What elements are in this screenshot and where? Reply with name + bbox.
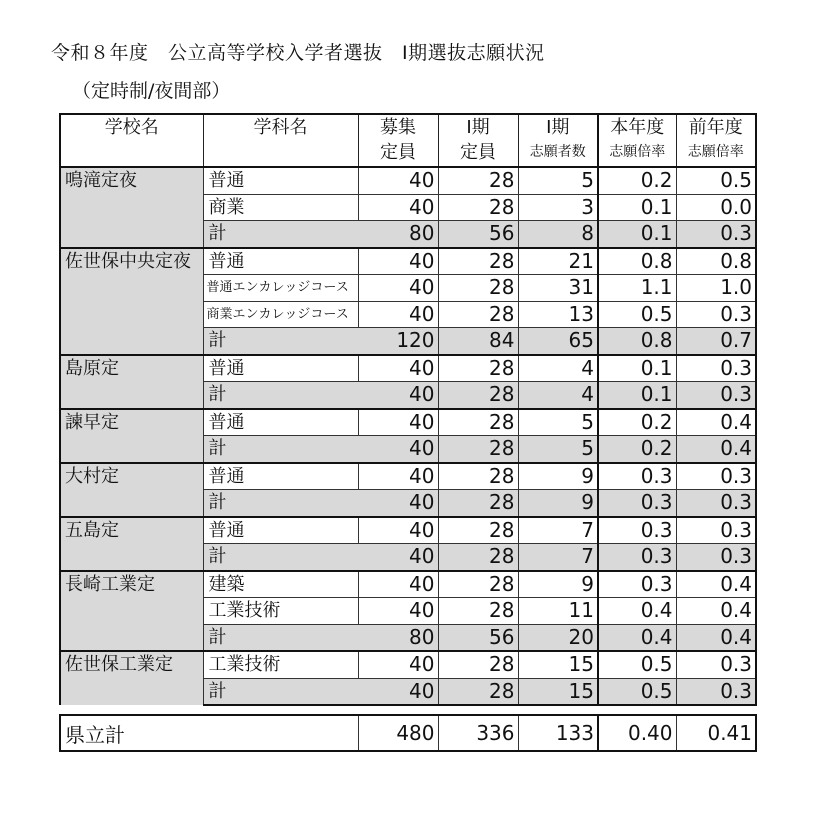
prefecture-total-ratio: 0.40 (598, 715, 676, 751)
applicants-cell: 5 (518, 409, 598, 436)
capacity-cell: 40 (358, 678, 438, 705)
ratio-this-year-cell: 0.4 (598, 624, 676, 651)
phase1-capacity-cell: 28 (438, 301, 518, 328)
ratio-prev-year-cell: 0.3 (676, 382, 756, 409)
dept-name: 普通 (203, 463, 358, 490)
phase1-capacity-cell: 28 (438, 544, 518, 571)
ratio-prev-year-cell: 0.3 (676, 651, 756, 678)
ratio-prev-year-cell: 0.5 (676, 167, 756, 194)
school-name: 長崎工業定 (60, 571, 203, 652)
ratio-this-year-cell: 0.5 (598, 651, 676, 678)
ratio-prev-year-cell: 0.7 (676, 328, 756, 355)
ratio-this-year-cell: 0.5 (598, 678, 676, 705)
dept-name: 普通 (203, 355, 358, 382)
applicants-cell: 7 (518, 544, 598, 571)
capacity-cell: 80 (358, 221, 438, 248)
capacity-cell: 40 (358, 651, 438, 678)
phase1-capacity-cell: 28 (438, 167, 518, 194)
dept-name: 計 (203, 221, 358, 248)
applicants-cell: 11 (518, 598, 598, 625)
dept-name: 計 (203, 678, 358, 705)
table-row (60, 517, 756, 544)
ratio-prev-year-cell: 0.3 (676, 221, 756, 248)
dept-name: 普通エンカレッジコース (203, 275, 358, 302)
ratio-prev-year-cell: 0.3 (676, 355, 756, 382)
applicants-cell: 7 (518, 517, 598, 544)
ratio-prev-year-cell: 0.4 (676, 409, 756, 436)
dept-name: 普通 (203, 409, 358, 436)
ratio-this-year-cell: 0.2 (598, 436, 676, 463)
applicants-cell: 15 (518, 678, 598, 705)
capacity-cell: 120 (358, 328, 438, 355)
capacity-cell: 80 (358, 624, 438, 651)
dept-name: 普通 (203, 517, 358, 544)
ratio-this-year-cell: 0.2 (598, 167, 676, 194)
header-capacity-top: 募集 (380, 117, 416, 138)
table-row (60, 167, 756, 194)
applicants-cell: 20 (518, 624, 598, 651)
applicants-cell: 31 (518, 275, 598, 302)
prefecture-total-row (60, 715, 756, 751)
dept-name: 普通 (203, 248, 358, 275)
ratio-prev-year-cell: 0.3 (676, 678, 756, 705)
capacity-cell: 40 (358, 517, 438, 544)
header-phase1-capacity-top: Ⅰ期 (466, 117, 490, 138)
dept-name: 計 (203, 436, 358, 463)
capacity-cell: 40 (358, 167, 438, 194)
ratio-this-year-cell: 0.3 (598, 463, 676, 490)
school-name: 大村定 (60, 463, 203, 517)
phase1-capacity-cell: 56 (438, 624, 518, 651)
capacity-cell: 40 (358, 436, 438, 463)
capacity-cell: 40 (358, 355, 438, 382)
phase1-capacity-cell: 28 (438, 409, 518, 436)
dept-name: 商業エンカレッジコース (203, 301, 358, 328)
header-dept: 学科名 (203, 114, 358, 167)
phase1-capacity-cell: 84 (438, 328, 518, 355)
table-row (60, 248, 756, 275)
ratio-prev-year-cell: 0.4 (676, 436, 756, 463)
capacity-cell: 40 (358, 490, 438, 517)
ratio-this-year-cell: 0.5 (598, 301, 676, 328)
header-ratio-this-year (598, 114, 676, 167)
table-row (60, 409, 756, 436)
header-ratio-prev-bottom: 志願倍率 (687, 144, 744, 160)
capacity-cell: 40 (358, 571, 438, 598)
ratio-prev-year-cell: 0.3 (676, 544, 756, 571)
ratio-prev-year-cell: 0.8 (676, 248, 756, 275)
applicants-cell: 5 (518, 167, 598, 194)
phase1-capacity-cell: 28 (438, 194, 518, 221)
capacity-cell: 40 (358, 598, 438, 625)
header-capacity (358, 114, 438, 167)
prefecture-total-applicants: 133 (518, 715, 598, 751)
header-ratio-this-bottom: 志願倍率 (609, 144, 666, 160)
applicants-cell: 3 (518, 194, 598, 221)
ratio-this-year-cell: 0.1 (598, 221, 676, 248)
page-subtitle: （定時制/夜間部） (72, 80, 231, 102)
phase1-capacity-cell: 28 (438, 436, 518, 463)
header-applicants (518, 114, 598, 167)
capacity-cell: 40 (358, 382, 438, 409)
prefecture-total-capacity: 480 (358, 715, 438, 751)
applicants-cell: 21 (518, 248, 598, 275)
school-name: 佐世保中央定夜 (60, 248, 203, 355)
ratio-prev-year-cell: 0.4 (676, 571, 756, 598)
phase1-capacity-cell: 28 (438, 517, 518, 544)
table-row (60, 571, 756, 598)
table-row (60, 355, 756, 382)
applicants-cell: 9 (518, 571, 598, 598)
school-name: 島原定 (60, 355, 203, 409)
dept-name: 計 (203, 490, 358, 517)
capacity-cell: 40 (358, 275, 438, 302)
ratio-prev-year-cell: 1.0 (676, 275, 756, 302)
dept-name: 工業技術 (203, 651, 358, 678)
applicants-cell: 4 (518, 382, 598, 409)
applicants-cell: 15 (518, 651, 598, 678)
ratio-this-year-cell: 0.1 (598, 194, 676, 221)
phase1-capacity-cell: 28 (438, 598, 518, 625)
ratio-this-year-cell: 0.3 (598, 571, 676, 598)
applicants-cell: 4 (518, 355, 598, 382)
phase1-capacity-cell: 28 (438, 275, 518, 302)
ratio-this-year-cell: 0.1 (598, 355, 676, 382)
phase1-capacity-cell: 56 (438, 221, 518, 248)
ratio-this-year-cell: 0.4 (598, 598, 676, 625)
applicants-cell: 9 (518, 463, 598, 490)
header-school: 学校名 (60, 114, 203, 167)
capacity-cell: 40 (358, 463, 438, 490)
phase1-capacity-cell: 28 (438, 248, 518, 275)
phase1-capacity-cell: 28 (438, 651, 518, 678)
ratio-this-year-cell: 0.8 (598, 248, 676, 275)
prefecture-total-table (59, 714, 757, 752)
applicants-cell: 9 (518, 490, 598, 517)
table-row (60, 651, 756, 678)
header-phase1-capacity-bottom: 定員 (460, 142, 496, 163)
prefecture-total-prev-ratio: 0.41 (676, 715, 756, 751)
applicants-cell: 5 (518, 436, 598, 463)
dept-name: 建築 (203, 571, 358, 598)
header-applicants-bottom: 志願者数 (529, 144, 586, 160)
prefecture-total-label: 県立計 (60, 715, 358, 751)
dept-name: 計 (203, 624, 358, 651)
school-name: 佐世保工業定 (60, 651, 203, 705)
ratio-this-year-cell: 0.8 (598, 328, 676, 355)
ratio-this-year-cell: 0.1 (598, 382, 676, 409)
dept-name: 普通 (203, 167, 358, 194)
prefecture-total-phase1-capacity: 336 (438, 715, 518, 751)
ratio-this-year-cell: 0.3 (598, 490, 676, 517)
table-body (60, 167, 756, 705)
ratio-prev-year-cell: 0.3 (676, 301, 756, 328)
header-applicants-top: Ⅰ期 (546, 117, 570, 138)
capacity-cell: 40 (358, 544, 438, 571)
phase1-capacity-cell: 28 (438, 463, 518, 490)
ratio-prev-year-cell: 0.4 (676, 598, 756, 625)
header-phase1-capacity (438, 114, 518, 167)
header-ratio-prev-year (676, 114, 756, 167)
ratio-prev-year-cell: 0.4 (676, 624, 756, 651)
capacity-cell: 40 (358, 248, 438, 275)
ratio-prev-year-cell: 0.3 (676, 463, 756, 490)
ratio-prev-year-cell: 0.3 (676, 517, 756, 544)
school-name: 鳴滝定夜 (60, 167, 203, 248)
capacity-cell: 40 (358, 409, 438, 436)
applicants-cell: 8 (518, 221, 598, 248)
dept-name: 工業技術 (203, 598, 358, 625)
phase1-capacity-cell: 28 (438, 490, 518, 517)
ratio-prev-year-cell: 0.3 (676, 490, 756, 517)
dept-name: 商業 (203, 194, 358, 221)
phase1-capacity-cell: 28 (438, 571, 518, 598)
phase1-capacity-cell: 28 (438, 382, 518, 409)
applicants-cell: 65 (518, 328, 598, 355)
ratio-prev-year-cell: 0.0 (676, 194, 756, 221)
capacity-cell: 40 (358, 194, 438, 221)
capacity-cell: 40 (358, 301, 438, 328)
header-ratio-this-top: 本年度 (610, 117, 665, 138)
table-row (60, 463, 756, 490)
dept-name: 計 (203, 328, 358, 355)
applications-table (59, 113, 757, 706)
phase1-capacity-cell: 28 (438, 355, 518, 382)
ratio-this-year-cell: 0.3 (598, 517, 676, 544)
page-title: 令和８年度 公立高等学校入学者選抜 Ⅰ期選抜志願状況 (51, 42, 545, 64)
dept-name: 計 (203, 544, 358, 571)
ratio-this-year-cell: 0.2 (598, 409, 676, 436)
school-name: 五島定 (60, 517, 203, 571)
school-name: 諫早定 (60, 409, 203, 463)
header-capacity-bottom: 定員 (380, 142, 416, 163)
dept-name: 計 (203, 382, 358, 409)
ratio-this-year-cell: 1.1 (598, 275, 676, 302)
header-row (60, 114, 756, 167)
phase1-capacity-cell: 28 (438, 678, 518, 705)
ratio-this-year-cell: 0.3 (598, 544, 676, 571)
header-ratio-prev-top: 前年度 (688, 117, 743, 138)
applicants-cell: 13 (518, 301, 598, 328)
